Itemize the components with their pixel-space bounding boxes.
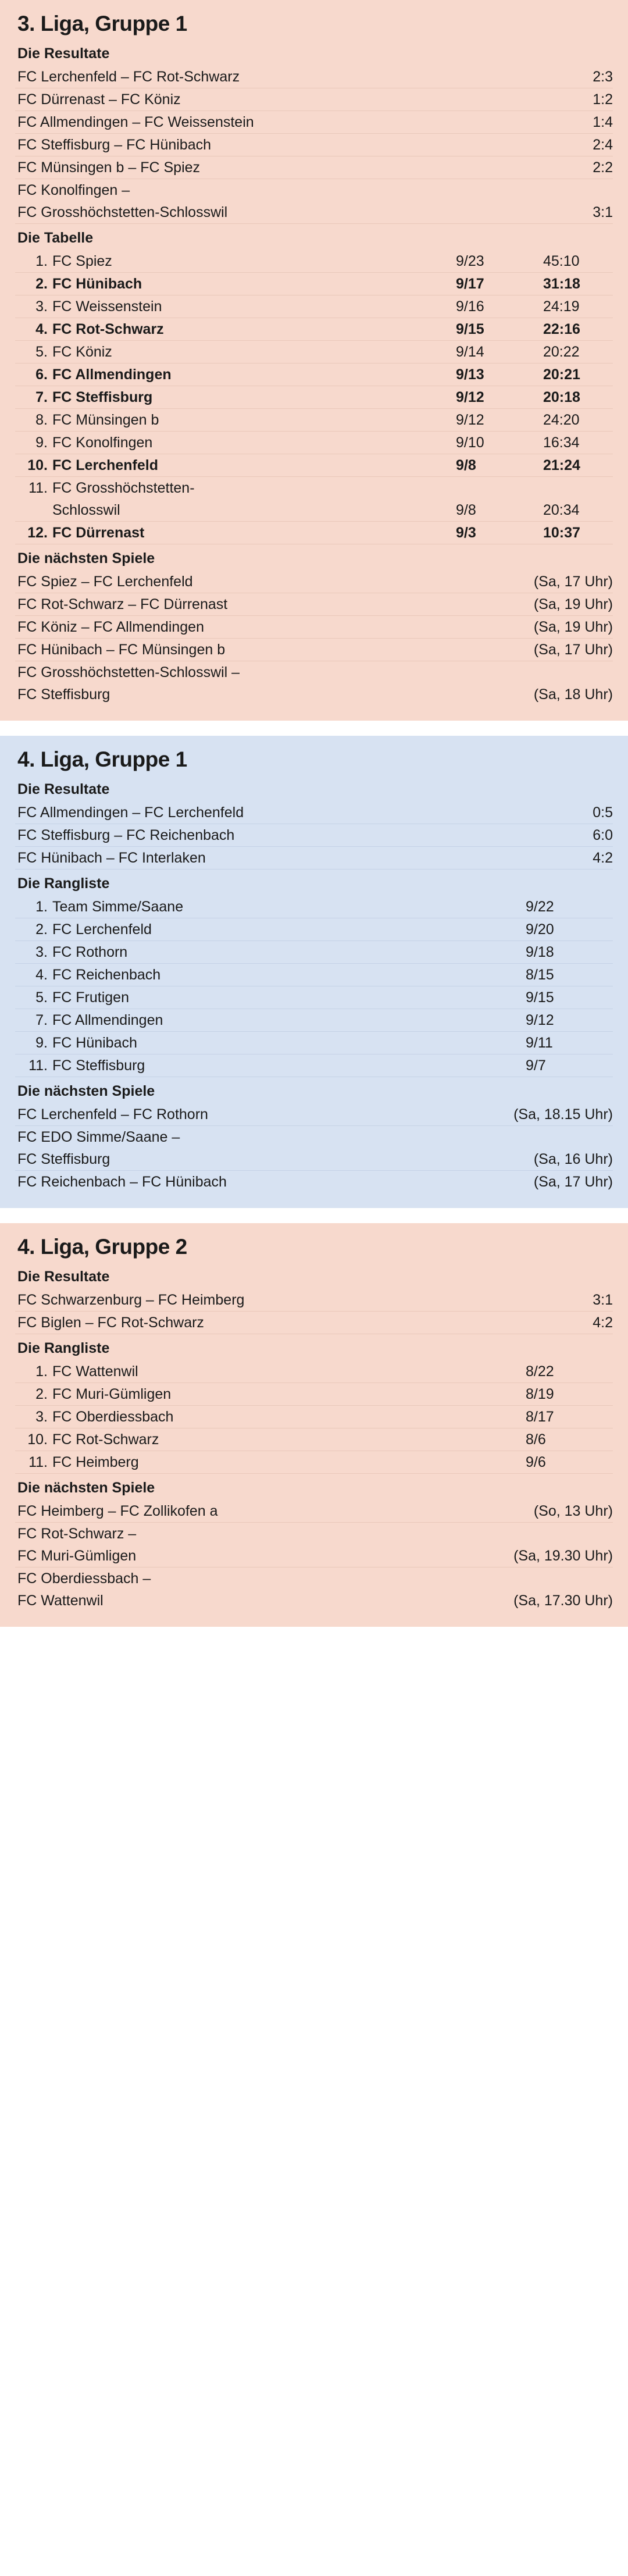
result-score: 4:2 [593, 1314, 613, 1331]
table-points: 9/11 [526, 1035, 553, 1051]
next-game-time: (Sa, 18 Uhr) [533, 686, 613, 703]
table-team: FC Lerchenfeld [52, 921, 152, 938]
next-game-row [15, 639, 613, 661]
table-points: 9/14 [456, 344, 484, 360]
next-game-match: FC EDO Simme/Saane – [17, 1129, 180, 1145]
league-block-4-liga-gruppe-2 [0, 1223, 628, 1627]
next-game-time: (Sa, 19 Uhr) [533, 619, 613, 635]
table-row [15, 1383, 613, 1406]
table-team: FC Münsingen b [52, 412, 159, 428]
next-game-match: FC Reichenbach – FC Hünibach [17, 1174, 227, 1190]
table-row [15, 477, 613, 499]
table-team: FC Wattenwil [52, 1363, 138, 1380]
table-goals: 31:18 [543, 276, 580, 292]
table-row [15, 964, 613, 986]
result-row [15, 201, 613, 224]
result-score: 3:1 [593, 204, 613, 220]
next-game-time: (Sa, 17 Uhr) [533, 1174, 613, 1190]
table-goals: 24:19 [543, 298, 580, 315]
result-score: 3:1 [593, 1292, 613, 1308]
next-game-time: (Sa, 18.15 Uhr) [513, 1106, 613, 1123]
next-game-time: (Sa, 17.30 Uhr) [513, 1592, 613, 1609]
result-match: FC Allmendingen – FC Weissenstein [17, 114, 254, 130]
result-score: 2:3 [593, 69, 613, 85]
table-row [15, 341, 613, 364]
table-rank: 12. [27, 525, 48, 541]
table-points: 8/22 [526, 1363, 554, 1380]
table-team: Team Simme/Saane [52, 899, 184, 915]
section-title-results: Die Resultate [17, 781, 110, 797]
table-rank: 2. [35, 1386, 48, 1402]
table-team: FC Lerchenfeld [52, 457, 158, 473]
result-score: 4:2 [593, 850, 613, 866]
next-game-match: FC Oberdiessbach – [17, 1570, 151, 1587]
table-rank: 11. [28, 480, 48, 496]
table-row [15, 1451, 613, 1474]
table-row [15, 409, 613, 432]
table-points: 9/10 [456, 434, 484, 451]
table-row [15, 454, 613, 477]
section-title-table: Die Rangliste [17, 1340, 110, 1356]
table-team: FC Grosshöchstetten- [52, 480, 195, 496]
table-points: 9/8 [456, 457, 476, 473]
next-game-match: FC Rot-Schwarz – [17, 1526, 137, 1542]
result-row [15, 801, 613, 824]
table-goals: 10:37 [543, 525, 580, 541]
table-rank: 9. [35, 434, 48, 451]
table-team: FC Rothorn [52, 944, 128, 960]
table-row [15, 432, 613, 454]
result-row [15, 88, 613, 111]
next-game-time: (Sa, 19 Uhr) [533, 596, 613, 612]
next-game-match: FC Lerchenfeld – FC Rothorn [17, 1106, 208, 1123]
block-separator [0, 721, 628, 736]
table-rank: 5. [35, 344, 48, 360]
next-game-row [15, 1126, 613, 1148]
table-row [15, 896, 613, 918]
result-match: FC Steffisburg – FC Hünibach [17, 137, 212, 153]
block-title: 4. Liga, Gruppe 2 [17, 1235, 187, 1259]
section-title-next-games: Die nächsten Spiele [17, 1083, 155, 1099]
table-rank: 2. [35, 276, 48, 292]
result-match: FC Dürrenast – FC Köniz [17, 91, 181, 108]
table-points: 9/3 [456, 525, 476, 541]
table-goals: 45:10 [543, 253, 580, 269]
table-points: 9/13 [456, 366, 484, 383]
result-score: 2:2 [593, 159, 613, 176]
result-match: FC Steffisburg – FC Reichenbach [17, 827, 235, 843]
table-points: 9/12 [456, 389, 484, 405]
next-game-row [15, 1103, 613, 1126]
table-row [15, 273, 613, 295]
table-row [15, 1428, 613, 1451]
table-rank: 4. [35, 967, 48, 983]
result-score: 2:4 [593, 137, 613, 153]
table-rank: 10. [27, 457, 48, 473]
table-row [15, 499, 613, 522]
table-points: 9/23 [456, 253, 484, 269]
table-goals: 20:18 [543, 389, 580, 405]
next-game-time: (Sa, 17 Uhr) [533, 642, 613, 658]
table-row [15, 318, 613, 341]
table-points: 9/6 [526, 1454, 546, 1470]
table-team: FC Weissenstein [52, 298, 162, 315]
block-separator [0, 1208, 628, 1223]
table-row [15, 386, 613, 409]
result-row [15, 134, 613, 156]
table-team: FC Spiez [52, 253, 112, 269]
table-rank: 9. [35, 1035, 48, 1051]
table-points: 9/15 [456, 321, 484, 337]
table-row [15, 1360, 613, 1383]
result-row [15, 1312, 613, 1334]
section-title-next-games: Die nächsten Spiele [17, 1480, 155, 1496]
table-rank: 11. [28, 1057, 48, 1074]
result-match: FC Lerchenfeld – FC Rot-Schwarz [17, 69, 240, 85]
next-game-row [15, 1148, 613, 1171]
result-row [15, 179, 613, 201]
table-row [15, 941, 613, 964]
table-goals: 24:20 [543, 412, 580, 428]
table-team: FC Köniz [52, 344, 112, 360]
table-points: 9/20 [526, 921, 554, 938]
result-match: FC Konolfingen – [17, 182, 130, 198]
table-team: FC Steffisburg [52, 1057, 145, 1074]
next-game-row [15, 1523, 613, 1545]
next-game-match: FC Grosshöchstetten-Schlosswil – [17, 664, 240, 680]
result-score: 6:0 [593, 827, 613, 843]
table-points: 9/12 [456, 412, 484, 428]
table-goals: 20:34 [543, 502, 580, 518]
table-row [15, 918, 613, 941]
next-game-time: (Sa, 17 Uhr) [533, 573, 613, 590]
next-game-match: FC Muri-Gümligen [17, 1548, 137, 1564]
table-team: FC Steffisburg [52, 389, 153, 405]
result-score: 1:2 [593, 91, 613, 108]
table-rank: 6. [35, 366, 48, 383]
table-team: FC Muri-Gümligen [52, 1386, 172, 1402]
table-points: 9/17 [456, 276, 484, 292]
next-game-match: FC Spiez – FC Lerchenfeld [17, 573, 193, 590]
table-rank: 8. [35, 412, 48, 428]
next-game-row [15, 1590, 613, 1612]
table-row [15, 1009, 613, 1032]
table-team: FC Hünibach [52, 1035, 137, 1051]
table-rank: 3. [35, 298, 48, 315]
next-game-match: FC Steffisburg [17, 1151, 110, 1167]
table-team: FC Konolfingen [52, 434, 153, 451]
result-match: FC Biglen – FC Rot-Schwarz [17, 1314, 204, 1331]
result-match: FC Hünibach – FC Interlaken [17, 850, 206, 866]
table-goals: 22:16 [543, 321, 580, 337]
table-points: 9/7 [526, 1057, 546, 1074]
table-points: 8/15 [526, 967, 554, 983]
table-points: 9/22 [526, 899, 554, 915]
table-team: FC Heimberg [52, 1454, 139, 1470]
next-game-row [15, 1545, 613, 1567]
block-title: 4. Liga, Gruppe 1 [17, 747, 187, 771]
table-rank: 4. [35, 321, 48, 337]
table-goals: 21:24 [543, 457, 580, 473]
section-title-results: Die Resultate [17, 45, 110, 62]
table-rank: 10. [27, 1431, 48, 1448]
next-game-match: FC Steffisburg [17, 686, 110, 703]
table-rank: 3. [35, 1409, 48, 1425]
table-goals: 16:34 [543, 434, 580, 451]
next-game-row [15, 1500, 613, 1523]
table-row [15, 522, 613, 544]
table-rank: 1. [35, 899, 48, 915]
league-block-4-liga-gruppe-1 [0, 736, 628, 1208]
table-points: 8/6 [526, 1431, 546, 1448]
table-row [15, 250, 613, 273]
next-game-row [15, 661, 613, 683]
next-game-row [15, 1171, 613, 1193]
table-rank: 2. [35, 921, 48, 938]
table-team: FC Allmendingen [52, 1012, 163, 1028]
result-match: FC Schwarzenburg – FC Heimberg [17, 1292, 245, 1308]
next-game-match: FC Rot-Schwarz – FC Dürrenast [17, 596, 228, 612]
table-rank: 1. [35, 1363, 48, 1380]
league-block-3-liga-gruppe-1 [0, 0, 628, 721]
next-game-match: FC Köniz – FC Allmendingen [17, 619, 204, 635]
result-match: FC Münsingen b – FC Spiez [17, 159, 201, 176]
next-game-match: FC Hünibach – FC Münsingen b [17, 642, 226, 658]
section-title-next-games: Die nächsten Spiele [17, 550, 155, 566]
next-game-time: (Sa, 19.30 Uhr) [513, 1548, 613, 1564]
next-game-row [15, 593, 613, 616]
table-rank: 1. [35, 253, 48, 269]
result-row [15, 156, 613, 179]
result-row [15, 824, 613, 847]
result-match: FC Allmendingen – FC Lerchenfeld [17, 804, 244, 821]
result-row [15, 847, 613, 870]
table-rank: 5. [35, 989, 48, 1006]
next-game-match: FC Wattenwil [17, 1592, 104, 1609]
next-game-match: FC Heimberg – FC Zollikofen a [17, 1503, 218, 1519]
table-team: FC Allmendingen [52, 366, 172, 383]
table-goals: 20:22 [543, 344, 580, 360]
table-team: FC Frutigen [52, 989, 129, 1006]
table-team: Schlosswil [52, 502, 120, 518]
table-points: 9/16 [456, 298, 484, 315]
table-row [15, 364, 613, 386]
table-row [15, 986, 613, 1009]
result-row [15, 111, 613, 134]
table-row [15, 1054, 613, 1077]
next-game-row [15, 571, 613, 593]
next-game-time: (Sa, 16 Uhr) [533, 1151, 613, 1167]
table-team: FC Rot-Schwarz [52, 321, 164, 337]
section-title-results: Die Resultate [17, 1269, 110, 1285]
section-title-table: Die Rangliste [17, 875, 110, 892]
next-game-row [15, 616, 613, 639]
table-points: 9/18 [526, 944, 554, 960]
block-title: 3. Liga, Gruppe 1 [17, 12, 187, 35]
next-game-row [15, 683, 613, 706]
table-points: 9/12 [526, 1012, 554, 1028]
table-team: FC Hünibach [52, 276, 142, 292]
table-team: FC Oberdiessbach [52, 1409, 174, 1425]
table-points: 9/15 [526, 989, 554, 1006]
table-team: FC Rot-Schwarz [52, 1431, 159, 1448]
table-row [15, 1406, 613, 1428]
table-row [15, 295, 613, 318]
next-game-time: (So, 13 Uhr) [533, 1503, 613, 1519]
next-game-row [15, 1567, 613, 1590]
table-points: 9/8 [456, 502, 476, 518]
result-row [15, 1289, 613, 1312]
table-row [15, 1032, 613, 1054]
table-rank: 7. [35, 389, 48, 405]
table-points: 8/19 [526, 1386, 554, 1402]
table-rank: 7. [35, 1012, 48, 1028]
result-score: 0:5 [593, 804, 613, 821]
table-points: 8/17 [526, 1409, 554, 1425]
table-team: FC Dürrenast [52, 525, 145, 541]
result-row [15, 66, 613, 88]
table-team: FC Reichenbach [52, 967, 161, 983]
table-goals: 20:21 [543, 366, 580, 383]
section-title-table: Die Tabelle [17, 230, 94, 246]
result-score: 1:4 [593, 114, 613, 130]
result-match: FC Grosshöchstetten-Schlosswil [17, 204, 228, 220]
table-rank: 11. [28, 1454, 48, 1470]
table-rank: 3. [35, 944, 48, 960]
